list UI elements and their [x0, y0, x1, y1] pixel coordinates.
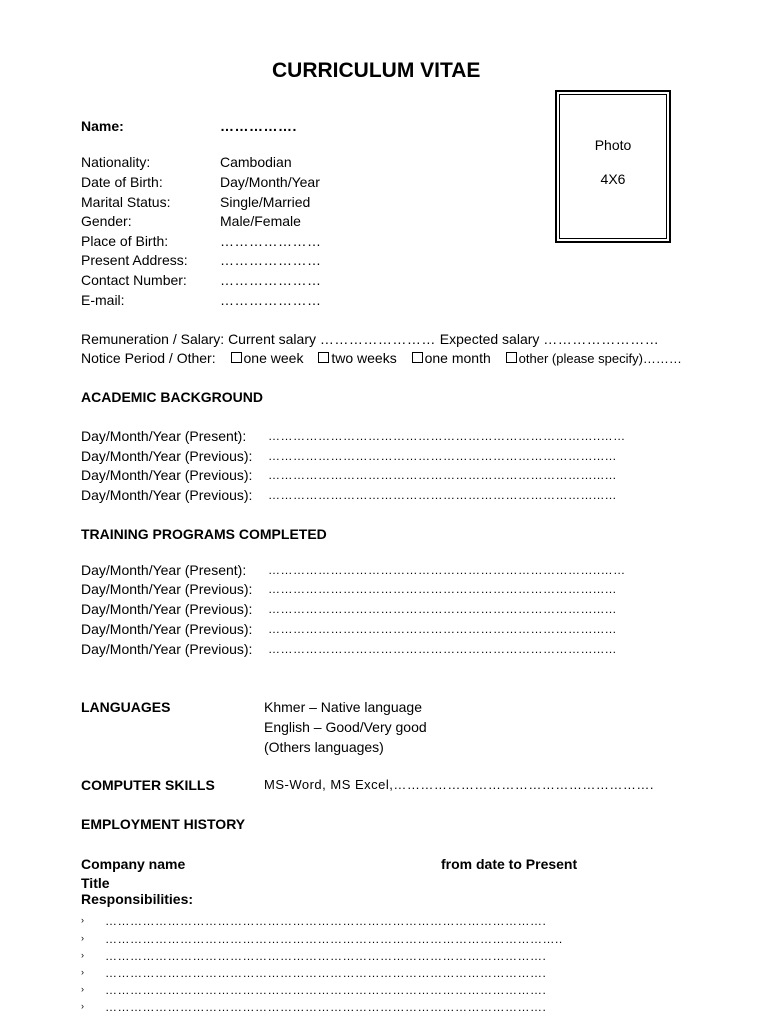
bullet-icon: › [81, 933, 84, 943]
option-two-weeks: two weeks [331, 350, 397, 366]
place-of-birth-label: Place of Birth: [81, 233, 169, 249]
training-row-label: Day/Month/Year (Previous): [81, 581, 253, 597]
academic-row-field[interactable]: ……………………………………………………………………...… [268, 468, 618, 482]
present-address-label: Present Address: [81, 252, 188, 268]
training-row-label: Day/Month/Year (Previous): [81, 621, 253, 637]
training-row-field[interactable]: ……………………………………………………………………...… [268, 642, 618, 656]
training-row-field[interactable]: ……………………………………………………………………...… [268, 602, 618, 616]
academic-row-label: Day/Month/Year (Previous): [81, 487, 253, 503]
nationality-label: Nationality: [81, 154, 151, 170]
responsibility-item[interactable]: ……………………………………………………………………………………………. [105, 949, 547, 963]
language-item[interactable]: Khmer – Native language [264, 699, 422, 715]
photo-label: Photo [594, 137, 632, 153]
notice-period-line [81, 351, 682, 365]
employment-heading: EMPLOYMENT HISTORY [81, 816, 246, 832]
marital-status-label: Marital Status: [81, 194, 171, 210]
computer-skills-value[interactable]: MS-Word, MS Excel,…………………………………………………. [264, 777, 655, 792]
academic-row-label: Day/Month/Year (Previous): [81, 467, 253, 483]
checkbox-one-month[interactable] [412, 352, 423, 363]
academic-row-field[interactable]: ……………………………………………………………………...… [268, 488, 618, 502]
contact-number-label: Contact Number: [81, 272, 187, 288]
responsibility-item[interactable]: ……………………………………………………………………………………………. [105, 914, 547, 928]
bullet-icon: › [81, 950, 84, 960]
photo-size-label: 4X6 [600, 171, 626, 187]
name-label: Name: [81, 118, 124, 134]
dob-value[interactable]: Day/Month/Year [220, 174, 320, 190]
option-other[interactable]: other (please specify)……… [518, 351, 682, 366]
training-heading: TRAINING PROGRAMS COMPLETED [81, 526, 327, 542]
job-title-label: Title [81, 875, 110, 891]
page-title: CURRICULUM VITAE [272, 59, 481, 82]
option-one-week: one week [243, 350, 304, 366]
language-item[interactable]: (Others languages) [264, 739, 384, 755]
name-value[interactable]: ……………. [220, 118, 297, 134]
academic-row-label: Day/Month/Year (Present): [81, 428, 247, 444]
checkbox-other[interactable] [506, 352, 517, 363]
dob-label: Date of Birth: [81, 174, 163, 190]
expected-salary-field[interactable]: …………………… [543, 331, 660, 347]
gender-label: Gender: [81, 213, 132, 229]
training-row-field[interactable]: ……………………………………………………………………...… [268, 582, 618, 596]
training-row-label: Day/Month/Year (Previous): [81, 601, 253, 617]
remuneration-line [81, 332, 659, 346]
training-row-label: Day/Month/Year (Previous): [81, 641, 253, 657]
academic-row-label: Day/Month/Year (Previous): [81, 448, 253, 464]
responsibility-item[interactable]: ……………………………………………………………………………………………. [105, 1000, 547, 1014]
gender-value[interactable]: Male/Female [220, 213, 301, 229]
employment-dates-label: from date to Present [441, 856, 578, 872]
present-address-value[interactable]: ………………… [220, 252, 322, 268]
responsibilities-label: Responsibilities: [81, 891, 194, 907]
marital-status-value[interactable]: Single/Married [220, 194, 311, 210]
academic-row-field[interactable]: ……………………………………………………………………...… [268, 449, 618, 463]
company-name-label: Company name [81, 856, 186, 872]
responsibility-item[interactable]: ……………………………………………………………………………………………. [105, 966, 547, 980]
bullet-icon: › [81, 915, 84, 925]
expected-salary-label: Expected salary [439, 331, 540, 347]
place-of-birth-value[interactable]: ………………… [220, 233, 322, 249]
bullet-icon: › [81, 1001, 84, 1011]
current-salary-field[interactable]: …………………… [319, 331, 436, 347]
bullet-icon: › [81, 967, 84, 977]
email-value[interactable]: ………………… [220, 292, 322, 308]
bullet-icon: › [81, 984, 84, 994]
training-row-field[interactable]: ……………………………………………………………………...… [268, 622, 618, 636]
notice-period-label: Notice Period / Other: [81, 350, 216, 366]
responsibility-item[interactable]: ……………………………………………………………………………………………….. [105, 932, 563, 946]
checkbox-two-weeks[interactable] [318, 352, 329, 363]
remuneration-label: Remuneration / Salary: Current salary [81, 331, 316, 347]
checkbox-one-week[interactable] [231, 352, 242, 363]
training-row-field[interactable]: ……………………………………………………………………..…… [268, 563, 626, 577]
photo-placeholder [555, 90, 671, 243]
contact-number-value[interactable]: ………………… [220, 272, 322, 288]
nationality-value[interactable]: Cambodian [220, 154, 292, 170]
language-item[interactable]: English – Good/Very good [264, 719, 427, 735]
responsibility-item[interactable]: ……………………………………………………………………………………………. [105, 983, 547, 997]
computer-skills-heading: COMPUTER SKILLS [81, 777, 215, 793]
academic-heading: ACADEMIC BACKGROUND [81, 389, 263, 405]
option-one-month: one month [424, 350, 491, 366]
training-row-label: Day/Month/Year (Present): [81, 562, 247, 578]
languages-heading: LANGUAGES [81, 699, 171, 715]
academic-row-field[interactable]: ……………………………………………………………………..…… [268, 429, 626, 443]
email-label: E-mail: [81, 292, 125, 308]
